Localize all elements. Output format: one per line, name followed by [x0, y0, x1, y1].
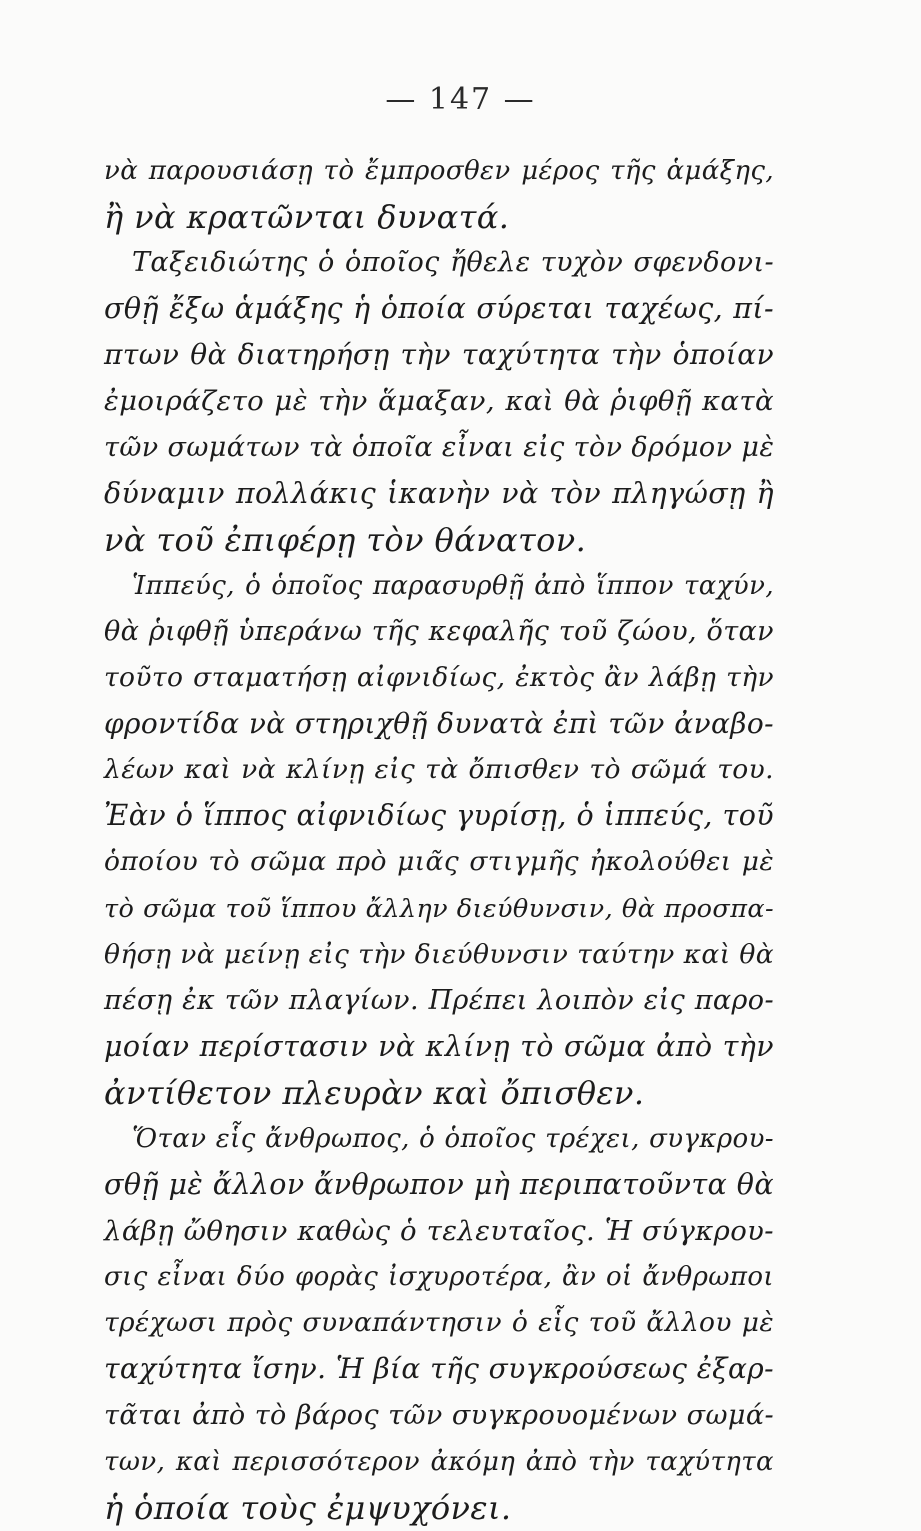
text-line: ἢ νὰ κρατῶνται δυνατά.: [104, 198, 510, 237]
text-line: λέων καὶ νὰ κλίνῃ εἰς τὰ ὄπισθεν τὸ σῶμά του.: [104, 754, 774, 786]
text-line: τοῦτο σταματήσῃ αἰφνιδίως, ἐκτὸς ἂν λάβῃ τὴν: [104, 662, 774, 694]
page-number: — 147 —: [385, 82, 536, 117]
text-line: σθῇ ἔξω ἁμάξης ἡ ὁποία σύρεται ταχέως, πί-: [104, 292, 774, 326]
text-line: θὰ ῥιφθῇ ὑπεράνω τῆς κεφαλῆς τοῦ ζώου, ὅταν: [104, 615, 774, 647]
text-line: νὰ παρουσιάσῃ τὸ ἔμπροσθεν μέρος τῆς ἁμάξης,: [104, 156, 774, 186]
text-line: Ὅταν εἷς ἄνθρωπος, ὁ ὁποῖος τρέχει, συγκρου-: [132, 1123, 774, 1154]
text-line: μοίαν περίστασιν νὰ κλίνῃ τὸ σῶμα ἀπὸ τὴν: [104, 1029, 774, 1063]
text-line: νὰ τοῦ ἐπιφέρῃ τὸν θάνατον.: [104, 520, 587, 559]
text-line: ἡ ὁποία τοὺς ἐμψυχόνει.: [104, 1488, 512, 1527]
text-line: τᾶται ἀπὸ τὸ βάρος τῶν συγκρουομένων σωμά-: [104, 1399, 774, 1431]
text-line: θήσῃ νὰ μείνῃ εἰς τὴν διεύθυνσιν ταύτην καὶ θὰ: [104, 938, 774, 970]
text-line: των, καὶ περισσότερον ἀκόμη ἀπὸ τὴν ταχύτητα: [104, 1446, 774, 1477]
text-line: δύναμιν πολλάκις ἱκανὴν νὰ τὸν πληγώσῃ ἢ: [104, 476, 774, 510]
text-line: πτων θὰ διατηρήσῃ τὴν ταχύτητα τὴν ὁποίαν: [104, 338, 774, 372]
text-line: πέσῃ ἐκ τῶν πλαγίων. Πρέπει λοιπὸν εἰς παρο-: [104, 984, 774, 1016]
text-line: ἀντίθετον πλευρὰν καὶ ὄπισθεν.: [104, 1073, 645, 1112]
text-line: λάβῃ ὤθησιν καθὼς ὁ τελευταῖος. Ἡ σύγκρου-: [104, 1215, 774, 1248]
text-line: ὁποίου τὸ σῶμα πρὸ μιᾶς στιγμῆς ἠκολούθει μὲ: [104, 846, 774, 878]
text-line: τῶν σωμάτων τὰ ὁποῖα εἶναι εἰς τὸν δρόμον μὲ: [104, 431, 775, 463]
text-line: σθῇ μὲ ἄλλον ἄνθρωπον μὴ περιπατοῦντα θὰ: [104, 1168, 774, 1202]
text-line: ταχύτητα ἴσην. Ἡ βία τῆς συγκρούσεως ἐξαρ-: [104, 1352, 774, 1386]
text-line: τρέχωσι πρὸς συναπάντησιν ὁ εἷς τοῦ ἄλλου μὲ: [104, 1307, 774, 1339]
text-line: φροντίδα νὰ στηριχθῇ δυνατὰ ἐπὶ τῶν ἀναβο-: [104, 707, 774, 741]
body-text: [104, 148, 774, 1531]
text-line: Ἐὰν ὁ ἵππος αἰφνιδίως γυρίσῃ, ὁ ἱππεύς, τοῦ: [104, 799, 774, 833]
text-line: Ταξειδιώτης ὁ ὁποῖος ἤθελε τυχὸν σφενδονι-: [132, 247, 774, 279]
text-line: Ἱππεύς, ὁ ὁποῖος παρασυρθῇ ἀπὸ ἵππον ταχύν,: [132, 570, 774, 601]
text-line: τὸ σῶμα τοῦ ἵππου ἄλλην διεύθυνσιν, θὰ προσπα-: [104, 893, 774, 924]
text-line: σις εἶναι δύο φορὰς ἰσχυροτέρα, ἂν οἱ ἄνθρωποι: [104, 1262, 774, 1293]
text-line: ἐμοιράζετο μὲ τὴν ἅμαξαν, καὶ θὰ ῥιφθῇ κατὰ: [104, 385, 774, 418]
